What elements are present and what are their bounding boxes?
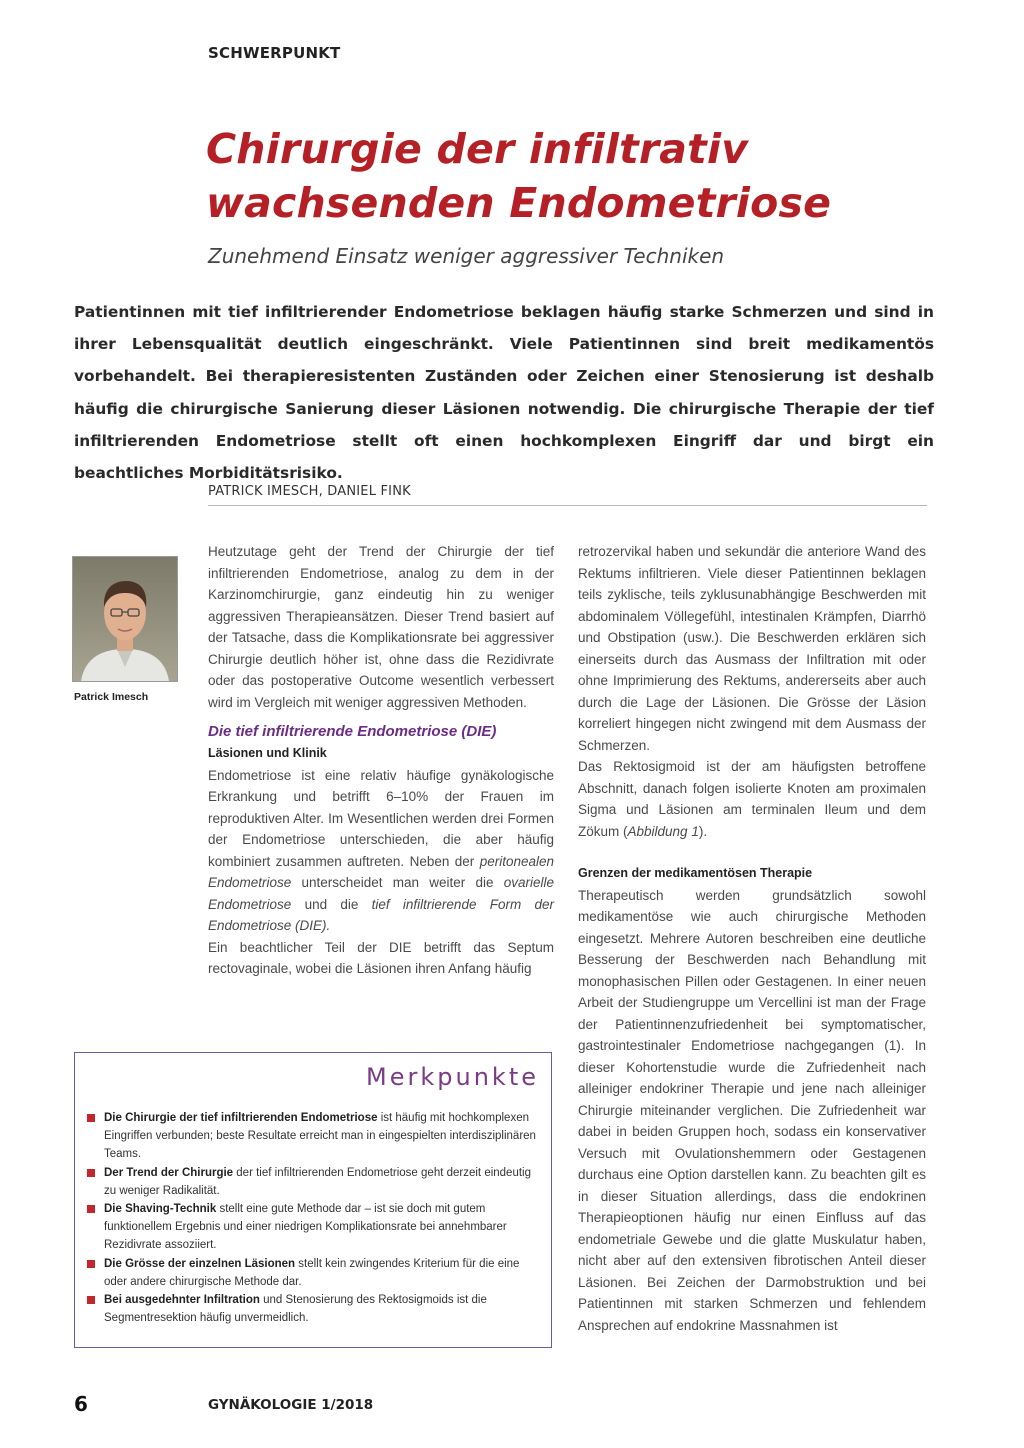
- square-bullet-icon: [87, 1114, 95, 1122]
- article-title: [206, 122, 966, 230]
- square-bullet-icon: [87, 1169, 95, 1177]
- merkpunkte-box: [74, 1052, 552, 1348]
- list-item: Der Trend der Chirurgie der tief infiltrierenden Endometriose geht derzeit eindeutig zu weniger Radikalität.: [87, 1164, 543, 1200]
- square-bullet-icon: [87, 1205, 95, 1213]
- lead-paragraph: Patientinnen mit tief infiltrierender Endometriose beklagen häufig starke Schmerzen und sind in ihrer Lebensqualität deutlich eingeschränkt. Viele Patientinnen sind breit medikamentös vorbehandelt. Bei therapieresistenten Zuständen oder Zeichen einer Stenosierung ist deshalb häufig die chirurgische Sanierung dieser Läsionen notwendig. Die chirurgische Therapie der tief infiltrierenden Endometriose stellt oft einen hochkomplexen Eingriff dar und birgt ein beachtliches Morbiditätsrisiko.: [74, 303, 934, 483]
- paragraph-rektosigmoid: Das Rektosigmoid ist der am häufigsten betroffene Abschnitt, danach folgen isolierte Knoten am proximalen Sigma und Läsionen am terminalen Ileum und dem Zökum (Abbildung 1).: [578, 759, 926, 839]
- author-divider: [208, 505, 927, 506]
- page-number: 6: [74, 1392, 88, 1416]
- paragraph-formen: Endometriose ist eine relativ häufige gynäkologische Erkrankung und betrifft 6–10% der Frauen im reproduktiven Alter. Im Wesentlichen werden drei Formen der Endometriose unterschieden, die aber häufig kombiniert zusammen auftreten. Neben der peritonealen Endometriose unterscheidet man weiter die ovarielle Endometriose und die tief infiltrierende Form der Endometriose (DIE).: [208, 767, 554, 933]
- paragraph-septum: Ein beachtlicher Teil der DIE betrifft das Septum rectovaginale, wobei die Läsionen ihren Anfang häufig: [208, 939, 554, 976]
- section-heading-die: Die tief infiltrierende Endometriose (DIE): [208, 723, 497, 740]
- merkpunkte-list: [87, 1109, 543, 1327]
- subheading-laesionen: Läsionen und Klinik: [208, 746, 327, 760]
- author-line: PATRICK IMESCH, DANIEL FINK: [208, 484, 411, 499]
- list-item: Die Chirurgie der tief infiltrierenden Endometriose ist häufig mit hochkomplexen Eingriffen verbunden; beste Resultate erreicht man in eingespielten interdisziplinären Teams.: [87, 1109, 543, 1164]
- author-photo: [72, 556, 178, 682]
- article-subtitle: Zunehmend Einsatz weniger aggressiver Techniken: [208, 244, 725, 268]
- intro-paragraph: Heutzutage geht der Trend der Chirurgie der tief infiltrierenden Endometriose, analog zu dem in der Karzinomchirurgie, ganz eindeutig hin zu weniger aggressiven Therapieansätzen. Dieser Trend basiert auf der Tatsache, dass die Komplikationsrate bei aggressiver Chirurgie deutlich höher ist, ohne dass die Rezidivrate oder das postoperative Outcome wesentlich verbessert wird im Vergleich mit weniger aggressiven Methoden.: [208, 544, 554, 710]
- subheading-medikamentoes: Grenzen der medikamentösen Therapie: [578, 866, 813, 880]
- merkpunkte-title: Merkpunkte: [366, 1063, 539, 1091]
- section-label: SCHWERPUNKT: [208, 44, 341, 62]
- list-item: Bei ausgedehnter Infiltration und Stenosierung des Rektosigmoids ist die Segmentresektion häufig unvermeidlich.: [87, 1291, 543, 1327]
- paragraph-rektum: retrozervikal haben und sekundär die anteriore Wand des Rektums infiltrieren. Viele dieser Patientinnen beklagen teils zyklische, teils zyklusunabhängige Beschwerden mit abdominalem Völlegefühl, intestinalen Krämpfen, Diarrhö und Obstipation (usw.). Die Beschwerden erklären sich einerseits durch das Ausmass der Infiltration mit oder ohne Imprimierung des Rektums, andererseits aber auch durch die Lage der Läsionen. Die Grösse der Läsion korreliert hingegen nicht zwingend mit dem Ausmass der Schmerzen.: [578, 544, 926, 753]
- square-bullet-icon: [87, 1296, 95, 1304]
- square-bullet-icon: [87, 1260, 95, 1268]
- journal-name: GYNÄKOLOGIE 1/2018: [208, 1397, 374, 1413]
- paragraph-therapie: Therapeutisch werden grundsätzlich sowohl medikamentöse wie auch chirurgische Methoden eingesetzt. Mehrere Autoren beschreiben eine deutliche Besserung der Beschwerden nach Behandlung mit monophasischen Pillen oder Gestagenen. In einer neuen Arbeit der Studiengruppe um Vercellini ist man der Frage der Patientinnenzufriedenheit bei symptomatischer, gastrointestinaler Endometriose nachgegangen (1). In dieser Kohortenstudie wurde die Zufriedenheit nach alleiniger endokriner Therapie und jene nach alleiniger Chirurgie miteinander verglichen. Die Zufriedenheit war dabei in beiden Gruppen hoch, sodass ein konservativer Versuch mit Ovulationshemmern oder Gestagenen durchaus eine Option darstellen kann. Zu beachten gilt es in dieser Situation allerdings, dass die endokrinen Therapieoptionen häufig nur einen Einfluss auf das endometriale Gewebe und die glatte Muskulatur haben, nicht aber auf den extensiven fibrotischen Anteil dieser Läsionen. Bei Zeichen der Darmobstruktion und bei Patientinnen mit starken Schmerzen und fehlendem Ansprechen auf endokrine Massnahmen ist: [578, 887, 926, 1333]
- list-item: Die Grösse der einzelnen Läsionen stellt kein zwingendes Kriterium für die eine oder andere chirurgische Methode dar.: [87, 1255, 543, 1291]
- list-item: Die Shaving-Technik stellt eine gute Methode dar – ist sie doch mit gutem funktionellem Ergebnis und einer niedrigen Komplikationsrate bei annehmbarer Rezidivrate assoziiert.: [87, 1200, 543, 1255]
- title-line-1: Chirurgie der infiltrativ: [206, 125, 749, 173]
- photo-caption: Patrick Imesch: [74, 691, 149, 703]
- text-column-1: [208, 541, 554, 980]
- text-column-2: [578, 541, 926, 1336]
- author-portrait-image: [73, 557, 177, 681]
- title-line-2: wachsenden Endometriose: [206, 179, 832, 227]
